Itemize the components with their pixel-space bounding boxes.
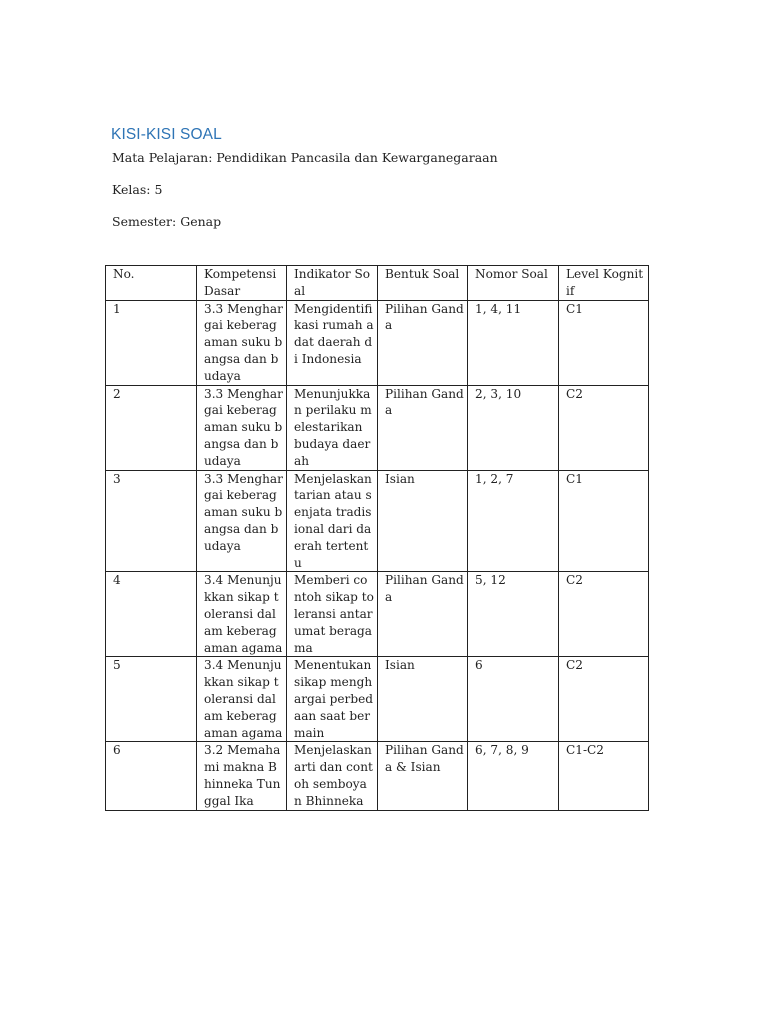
document-title: KISI-KISI SOAL <box>111 126 222 143</box>
cell-bentuk-soal: Pilihan Ganda <box>378 300 468 385</box>
cell-kompetensi-dasar: 3.2 Memahami makna Bhinneka Tunggal Ika <box>197 742 287 810</box>
cell-no: 6 <box>106 742 197 810</box>
cell-bentuk-soal: Isian <box>378 657 468 742</box>
cell-kompetensi-dasar: 3.4 Menunjukkan sikap toleransi dalam keberagaman agama <box>197 572 287 657</box>
cell-kompetensi-dasar: 3.3 Menghargai keberagaman suku bangsa dan budaya <box>197 470 287 572</box>
cell-indikator-soal: Menjelaskan arti dan contoh semboyan Bhinneka <box>287 742 378 810</box>
cell-indikator-soal: Mengidentifikasi rumah adat daerah di Indonesia <box>287 300 378 385</box>
cell-bentuk-soal: Isian <box>378 470 468 572</box>
table-row <box>106 385 649 470</box>
class-line: Kelas: 5 <box>112 182 163 197</box>
cell-kompetensi-dasar: 3.3 Menghargai keberagaman suku bangsa dan budaya <box>197 300 287 385</box>
cell-level-kognitif: C2 <box>559 657 649 742</box>
cell-level-kognitif: C2 <box>559 385 649 470</box>
cell-no: 4 <box>106 572 197 657</box>
header-cell-bentuk-soal: Bentuk Soal <box>378 266 468 301</box>
cell-level-kognitif: C1 <box>559 470 649 572</box>
header-cell-nomor-soal: Nomor Soal <box>468 266 559 301</box>
header-cell-kompetensi-dasar: Kompetensi Dasar <box>197 266 287 301</box>
cell-no: 1 <box>106 300 197 385</box>
table-row <box>106 300 649 385</box>
cell-nomor-soal: 6 <box>468 657 559 742</box>
table-row <box>106 470 649 572</box>
table-row <box>106 657 649 742</box>
semester-line: Semester: Genap <box>112 214 222 229</box>
cell-no: 2 <box>106 385 197 470</box>
header-cell-level-kognitif: Level Kognitif <box>559 266 649 301</box>
cell-nomor-soal: 1, 2, 7 <box>468 470 559 572</box>
cell-level-kognitif: C1 <box>559 300 649 385</box>
cell-indikator-soal: Memberi contoh sikap toleransi antar umat beragama <box>287 572 378 657</box>
table-row <box>106 742 649 810</box>
cell-level-kognitif: C2 <box>559 572 649 657</box>
header-cell-indikator-soal: Indikator Soal <box>287 266 378 301</box>
cell-nomor-soal: 1, 4, 11 <box>468 300 559 385</box>
cell-bentuk-soal: Pilihan Ganda <box>378 385 468 470</box>
cell-no: 5 <box>106 657 197 742</box>
cell-nomor-soal: 2, 3, 10 <box>468 385 559 470</box>
subject-line: Mata Pelajaran: Pendidikan Pancasila dan Kewarganegaraan <box>112 150 498 165</box>
table-body <box>106 266 649 811</box>
cell-bentuk-soal: Pilihan Ganda <box>378 572 468 657</box>
cell-indikator-soal: Menentukan sikap menghargai perbedaan saat bermain <box>287 657 378 742</box>
kisi-kisi-table <box>105 265 649 811</box>
table-header-row <box>106 266 649 301</box>
header-cell-no: No. <box>106 266 197 301</box>
table-row <box>106 572 649 657</box>
cell-indikator-soal: Menjelaskan tarian atau senjata tradisional dari daerah tertentu <box>287 470 378 572</box>
cell-level-kognitif: C1-C2 <box>559 742 649 810</box>
cell-kompetensi-dasar: 3.4 Menunjukkan sikap toleransi dalam keberagaman agama <box>197 657 287 742</box>
cell-nomor-soal: 6, 7, 8, 9 <box>468 742 559 810</box>
cell-indikator-soal: Menunjukkan perilaku melestarikan budaya daerah <box>287 385 378 470</box>
cell-no: 3 <box>106 470 197 572</box>
cell-kompetensi-dasar: 3.3 Menghargai keberagaman suku bangsa dan budaya <box>197 385 287 470</box>
cell-nomor-soal: 5, 12 <box>468 572 559 657</box>
cell-bentuk-soal: Pilihan Ganda & Isian <box>378 742 468 810</box>
